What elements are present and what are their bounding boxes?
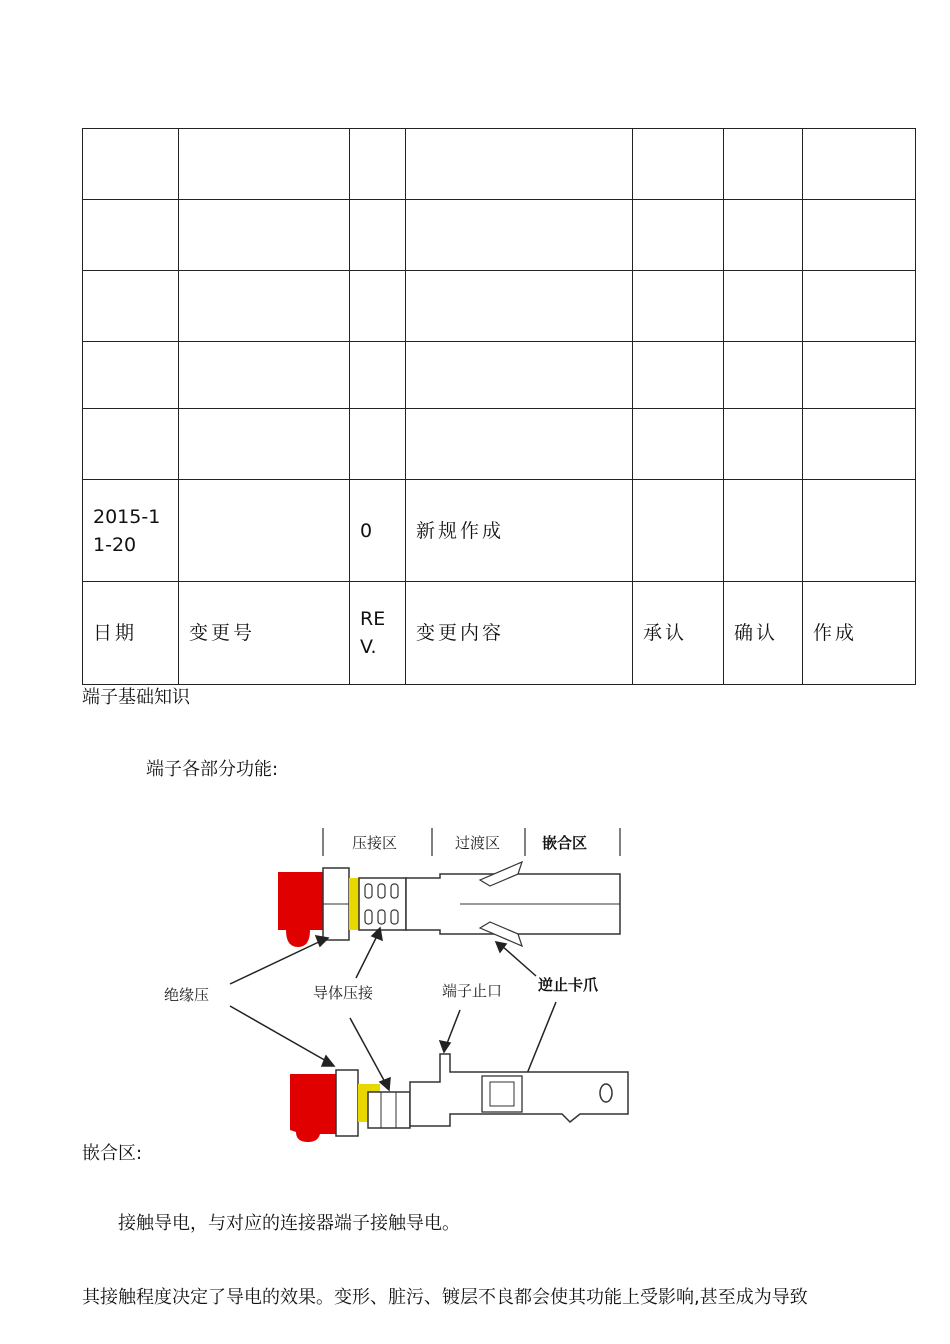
terminal-stop-label: 端子止口	[442, 982, 503, 1000]
paragraph-2: 其接触程度决定了导电的效果。变形、脏污、镀层不良都会使其功能上受影响,甚至成为导致	[82, 1287, 808, 1308]
wire-strands	[349, 878, 359, 930]
entry-author	[803, 480, 916, 582]
header-approve: 承认	[633, 582, 724, 685]
lance-label: 逆止卡爪	[538, 976, 599, 994]
callout-arrows	[230, 928, 556, 1092]
table-row	[83, 480, 916, 582]
terminal-top-view	[278, 862, 620, 947]
header-author: 作成	[803, 582, 916, 685]
entry-date: 2015-11-20	[83, 480, 179, 582]
entry-change-no	[179, 480, 350, 582]
terminal-side-view	[290, 1054, 628, 1142]
zone-transition-label: 过渡区	[455, 834, 501, 852]
header-change-no: 变更号	[179, 582, 350, 685]
doc-subtitle: 端子各部分功能:	[146, 759, 279, 780]
insulation-crimp-label: 绝缘压	[164, 986, 210, 1004]
side-body	[410, 1054, 628, 1126]
zone-mating-label: 嵌合区	[542, 834, 588, 852]
paragraph-1: 接触导电，与对应的连接器端子接触导电。	[118, 1213, 460, 1234]
table-row	[83, 129, 916, 200]
terminal-diagram	[160, 822, 640, 1142]
conductor-crimp-label: 导体压接	[313, 984, 374, 1002]
table-row	[83, 271, 916, 342]
section-label: 嵌合区:	[82, 1143, 143, 1164]
entry-approve	[633, 480, 724, 582]
entry-rev: 0	[350, 480, 406, 582]
zone-crimp-label: 压接区	[352, 834, 398, 852]
table-header-row	[83, 582, 916, 685]
conductor-crimp	[359, 878, 406, 930]
table-row	[83, 200, 916, 271]
header-rev: REV.	[350, 582, 406, 685]
doc-title: 端子基础知识	[82, 687, 190, 708]
revision-table	[82, 128, 916, 685]
entry-content: 新规作成	[406, 480, 633, 582]
table-row	[83, 342, 916, 409]
header-confirm: 确认	[724, 582, 803, 685]
header-date: 日期	[83, 582, 179, 685]
table-row	[83, 409, 916, 480]
entry-confirm	[724, 480, 803, 582]
conductor-crimp-side	[368, 1092, 410, 1128]
header-content: 变更内容	[406, 582, 633, 685]
